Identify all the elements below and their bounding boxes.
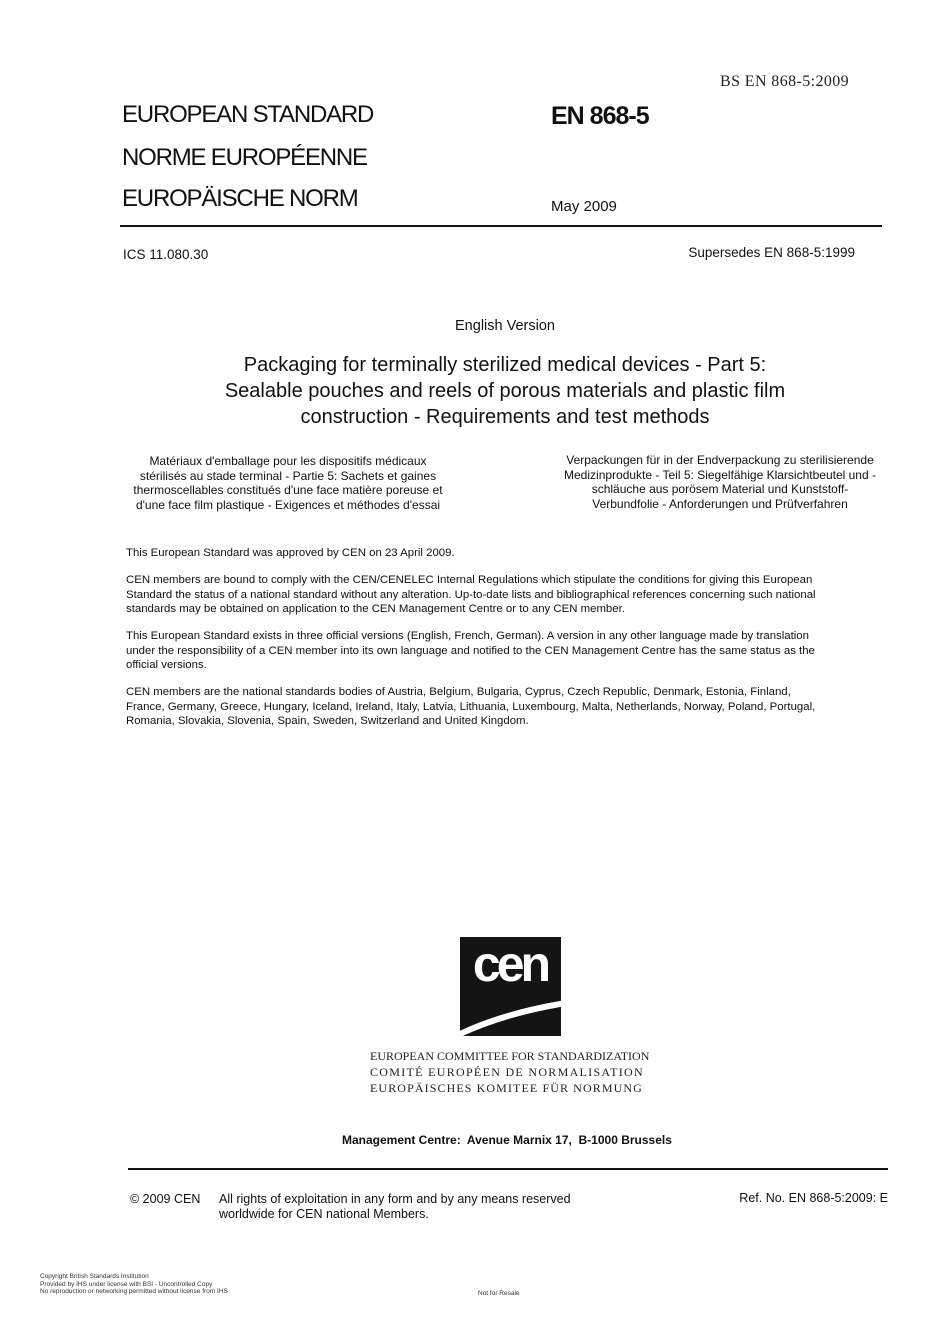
paragraph-line: standards may be obtained on application to the CEN Management Centre or to any CEN member. <box>126 603 625 615</box>
standard-number: EN 868-5 <box>551 102 649 130</box>
title-german-line: Verbundfolie - Anforderungen und Prüfverfahren <box>592 496 848 511</box>
cen-committee-names <box>370 1048 649 1096</box>
cen-logo-graphic <box>460 937 561 1036</box>
paragraph-line: Standard the status of a national standard without any alteration. Up-to-date lists and bibliographical references concerning such national <box>126 588 816 601</box>
reference-number: Ref. No. EN 868-5:2009: E <box>739 1191 888 1205</box>
standard-title-fr: NORME EUROPÉENNE <box>122 144 367 171</box>
license-notice <box>40 1273 228 1296</box>
copyright: © 2009 CEN <box>130 1192 201 1206</box>
title-german-line: schläuche aus porösem Material und Kunststoff- <box>591 482 849 496</box>
title-french-line: stérilisés au stade terminal - Partie 5: Sachets et gaines <box>139 468 437 483</box>
paragraph-line: official versions. <box>126 659 207 671</box>
license-line: No reproduction or networking permitted without license from IHS <box>40 1288 228 1295</box>
document-title-line-3: construction - Requirements and test methods <box>300 406 710 428</box>
document-title-line-1: Packaging for terminally sterilized medical devices - Part 5: <box>243 354 767 376</box>
standard-title-de: EUROPÄISCHE NORM <box>122 185 358 212</box>
paragraph-compliance <box>126 573 896 617</box>
paragraph-line: under the responsibility of a CEN member into its own language and notified to the CEN Management Centre has the same status as the <box>126 644 815 657</box>
standard-title-en: EUROPEAN STANDARD <box>122 101 374 128</box>
title-french <box>126 454 450 512</box>
cen-name-de: EUROPÄISCHES KOMITEE FÜR NORMUNG <box>370 1081 643 1095</box>
title-french-line: d'une face film plastique - Exigences et méthodes d'essai <box>135 497 441 512</box>
title-german-line: Verpackungen für in der Endverpackung zu sterilisierende <box>566 453 874 467</box>
paragraph-line: Romania, Slovakia, Slovenia, Spain, Sweden, Switzerland and United Kingdom. <box>126 715 529 727</box>
ics-code: ICS 11.080.30 <box>123 247 209 262</box>
approval-statement: This European Standard was approved by CEN on 23 April 2009. <box>126 547 455 559</box>
license-line: Provided by IHS under license with BSI - Uncontrolled Copy <box>40 1280 213 1288</box>
paragraph-line: CEN members are bound to comply with the CEN/CENELEC Internal Regulations which stipulate the conditions for giving this European <box>126 574 813 586</box>
title-french-line: thermoscellables constitués d'une face matière poreuse et <box>133 483 443 497</box>
not-for-resale: Not for Resale <box>478 1290 520 1297</box>
document-title <box>0 352 950 430</box>
paragraph-versions <box>126 629 896 673</box>
footer-rule <box>128 1168 888 1170</box>
cen-logo-text: cen <box>472 937 548 992</box>
management-centre-address: Management Centre: Avenue Marnix 17, B-1000 Brussels <box>342 1133 672 1147</box>
title-german-line: Medizinprodukte - Teil 5: Siegelfähige Klarsichtbeutel und - <box>564 467 876 482</box>
license-line: Copyright British Standards Institution <box>40 1273 149 1280</box>
english-version-label: English Version <box>455 318 555 334</box>
paragraph-line: CEN members are the national standards bodies of Austria, Belgium, Bulgaria, Cyprus, Czech Republic, Denmark, Estonia, Finland, <box>126 686 791 698</box>
header-rule <box>120 225 882 227</box>
rights-line: All rights of exploitation in any form and by any means reserved <box>219 1192 571 1206</box>
rights-line: worldwide for CEN national Members. <box>219 1207 429 1221</box>
title-german <box>555 453 885 511</box>
bs-reference: BS EN 868-5:2009 <box>720 73 850 90</box>
publication-date: May 2009 <box>551 198 617 215</box>
document-title-line-2: Sealable pouches and reels of porous materials and plastic film <box>224 380 786 402</box>
paragraph-line: France, Germany, Greece, Hungary, Iceland, Ireland, Italy, Latvia, Lithuania, Luxembourg, Malta, Netherlands, Norway, Poland, Portugal, <box>126 700 816 713</box>
paragraph-line: This European Standard exists in three official versions (English, French, German). A version in any other language made by translation <box>126 630 809 642</box>
title-french-line: Matériaux d'emballage pour les dispositifs médicaux <box>149 454 427 468</box>
supersedes: Supersedes EN 868-5:1999 <box>688 245 855 260</box>
cen-logo <box>460 937 561 1036</box>
paragraph-members <box>126 685 896 729</box>
rights-statement <box>219 1192 571 1222</box>
cen-name-en: EUROPEAN COMMITTEE FOR STANDARDIZATION <box>370 1049 650 1063</box>
cen-name-fr: COMITÉ EUROPÉEN DE NORMALISATION <box>370 1065 644 1079</box>
